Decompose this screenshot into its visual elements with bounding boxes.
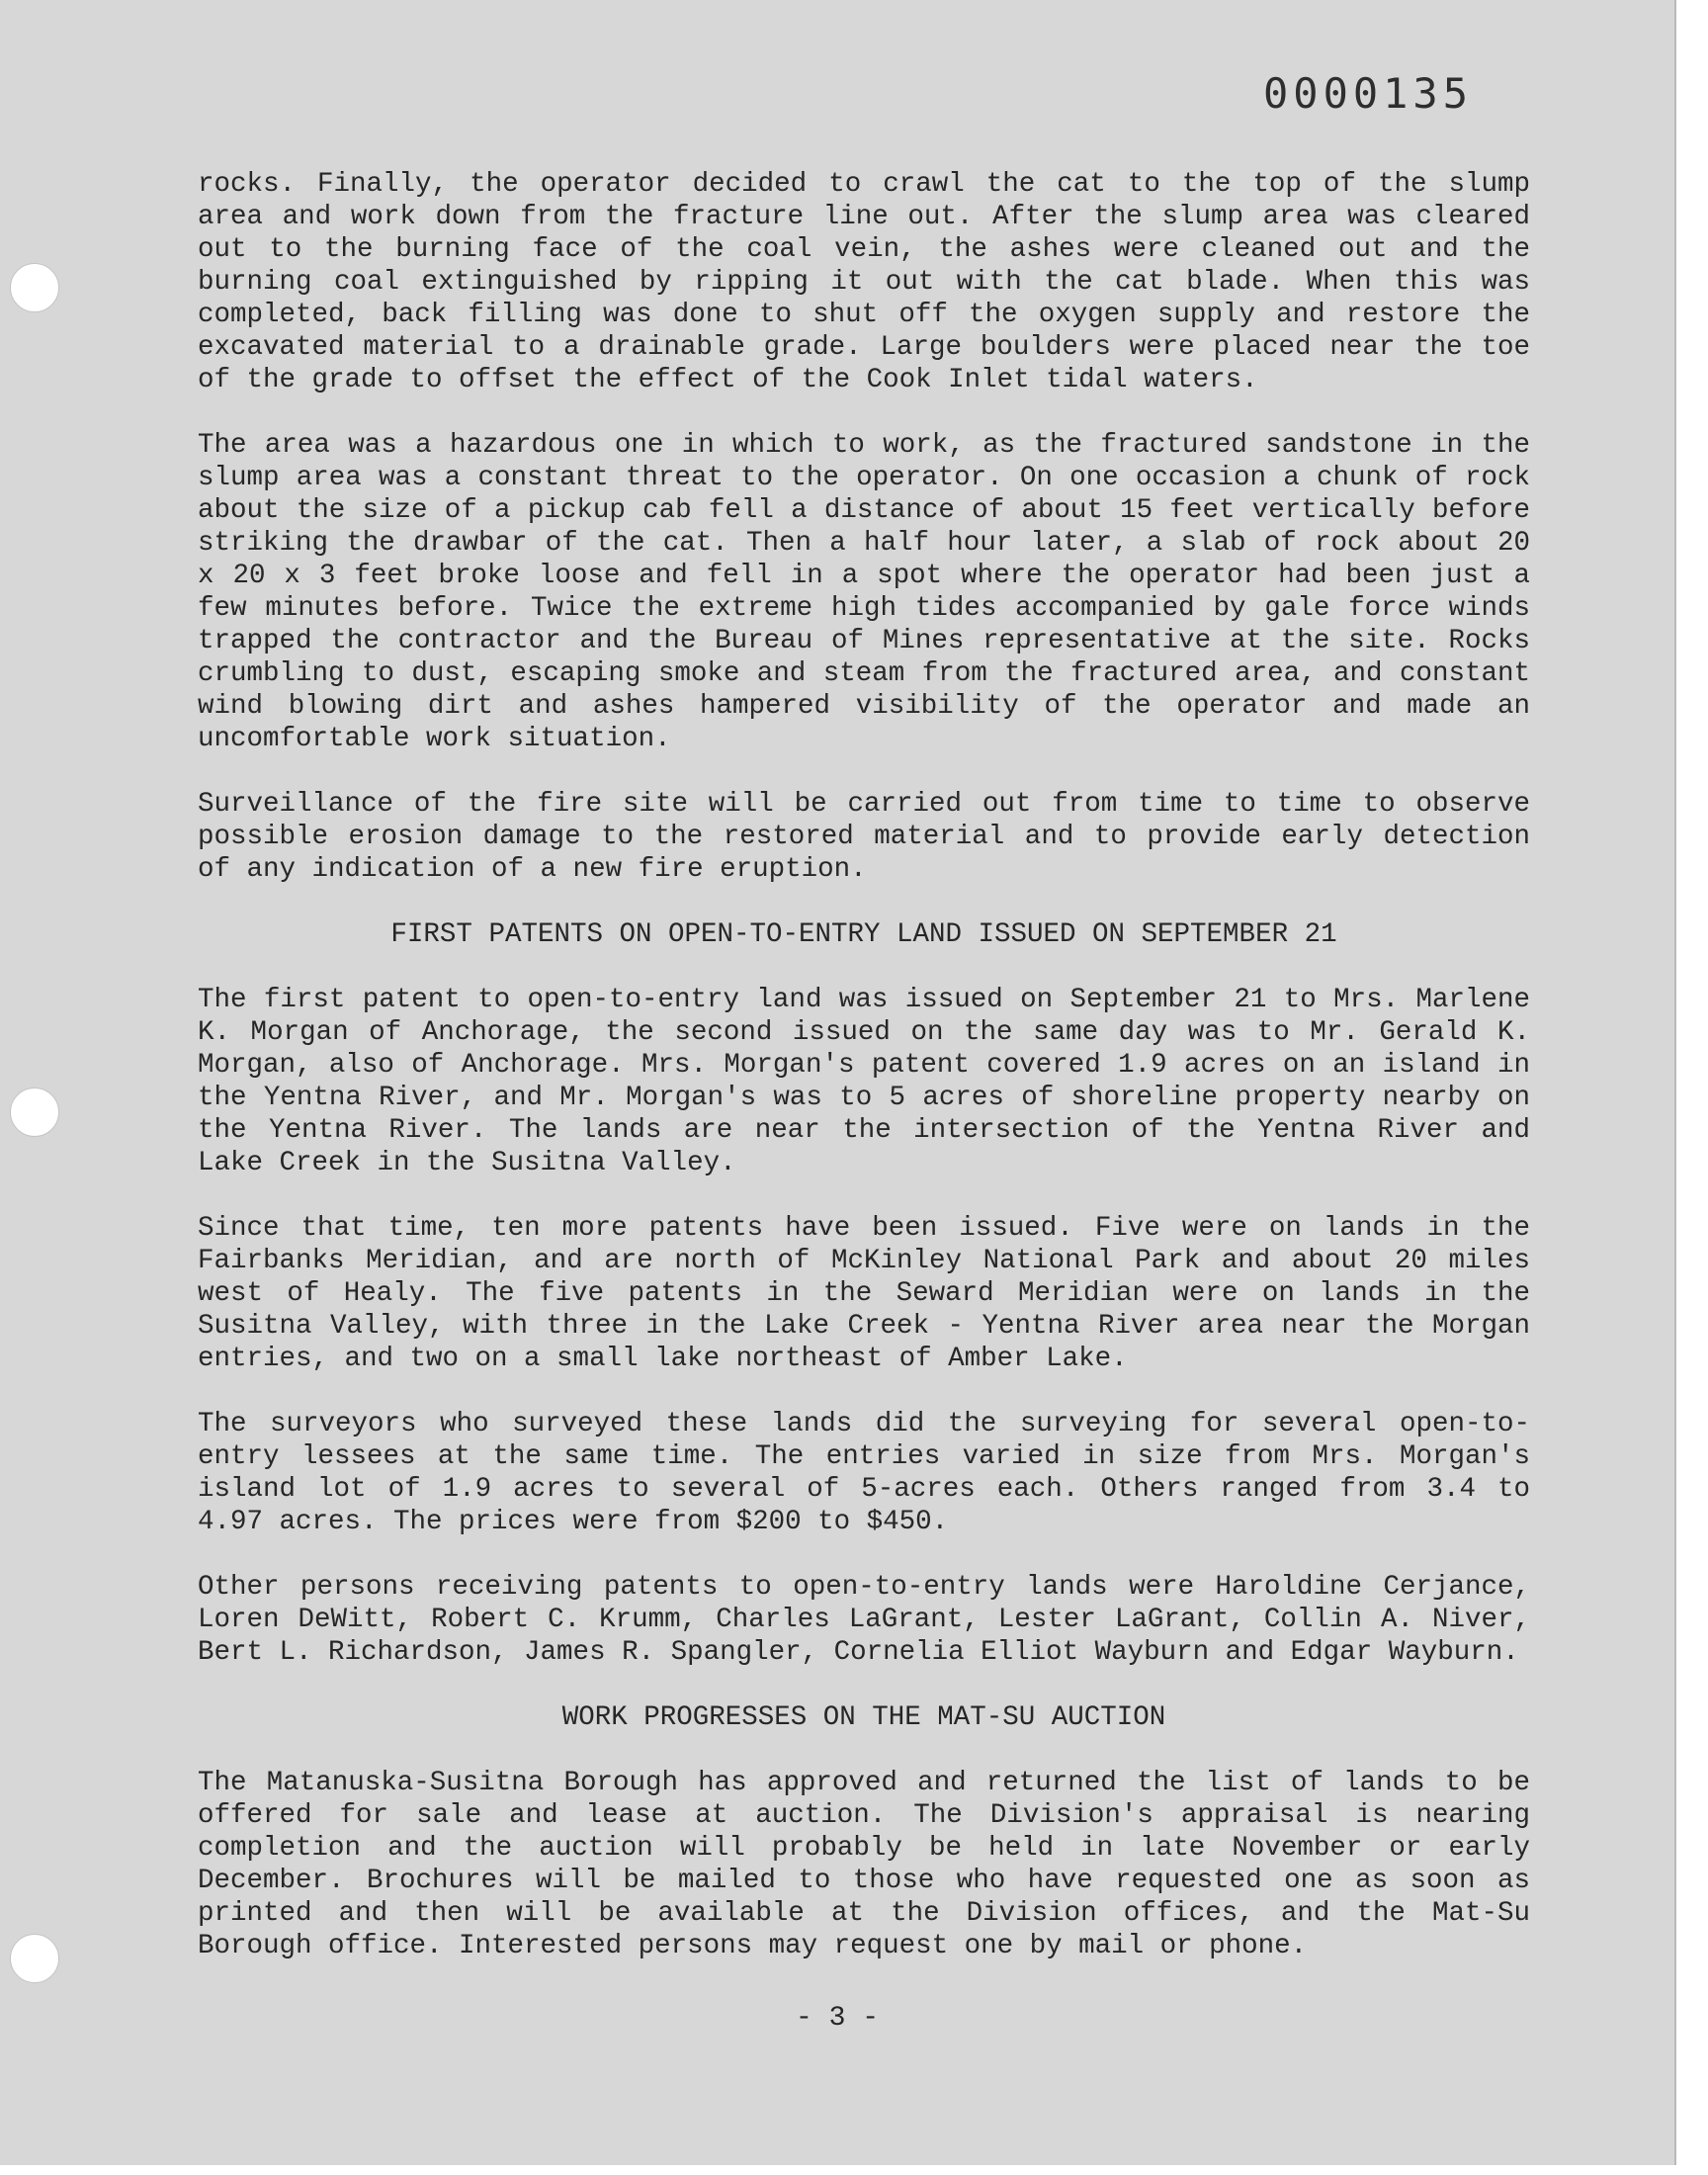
paragraph: The surveyors who surveyed these lands did the surveying for several open-to-entry lessees at the same time. The entries varied in size from Mrs. Morgan's island lot of 1.9 acres to several of 5-acres each. Others ranged from 3.4 to 4.97 acres. The prices were from $200 to $450.: [198, 1409, 1530, 1537]
paragraph: The area was a hazardous one in which to work, as the fractured sandstone in the slump area was a constant threat to the operator. On one occasion a chunk of rock about the size of a pickup cab fell a distance of about 15 feet vertically before striking the drawbar of the cat. Then a half hour later, a slab of rock about 20 x 20 x 3 feet broke loose and fell in a spot where the operator had been just a few minutes before. Twice the extreme high tides accompanied by gale force winds trapped the contractor and the Bureau of Mines representative at the site. Rocks crumbling to dust, escaping smoke and steam from the fractured area, and constant wind blowing dirt and ashes hampered visibility of the operator and made an uncomfortable work situation.: [198, 430, 1530, 754]
document-number: 0000135: [1263, 69, 1474, 118]
punch-hole: [10, 1934, 59, 1983]
paragraph: rocks. Finally, the operator decided to crawl the cat to the top of the slump area and work down from the fracture line out. After the slump area was cleared out to the burning face of the coal vein, the ashes were cleaned out and the burning coal extinguished by ripping it out with the cat blade. When this was completed, back filling was done to shut off the oxygen supply and restore the excavated material to a drainable grade. Large boulders were placed near the toe of the grade to offset the effect of the Cook Inlet tidal waters.: [198, 169, 1530, 395]
section-heading: WORK PROGRESSES ON THE MAT-SU AUCTION: [561, 1702, 1166, 1733]
document-body: [198, 168, 1530, 1995]
section-heading: FIRST PATENTS ON OPEN-TO-ENTRY LAND ISSUED ON SEPTEMBER 21: [390, 919, 1337, 950]
paragraph: Other persons receiving patents to open-to-entry lands were Haroldine Cerjance, Loren DeWitt, Robert C. Krumm, Charles LaGrant, Lester LaGrant, Collin A. Niver, Bert L. Richardson, James R. Spangler, Cornelia Elliot Wayburn and Edgar Wayburn.: [198, 1572, 1530, 1668]
punch-hole: [10, 263, 59, 312]
paragraph: Since that time, ten more patents have been issued. Five were on lands in the Fairbanks Meridian, and are north of McKinley National Park and about 20 miles west of Healy. The five patents in the Seward Meridian were on lands in the Susitna Valley, with three in the Lake Creek - Yentna River area near the Morgan entries, and two on a small lake northeast of Amber Lake.: [198, 1213, 1530, 1374]
paragraph: The first patent to open-to-entry land was issued on September 21 to Mrs. Marlene K. Morgan of Anchorage, the second issued on the same day was to Mr. Gerald K. Morgan, also of Anchorage. Mrs. Morgan's patent covered 1.9 acres on an island in the Yentna River, and Mr. Morgan's was to 5 acres of shoreline property nearby on the Yentna River. The lands are near the intersection of the Yentna River and Lake Creek in the Susitna Valley.: [198, 985, 1530, 1178]
punch-hole: [10, 1088, 59, 1137]
page-number: - 3 -: [795, 2003, 879, 2034]
paragraph: Surveillance of the fire site will be carried out from time to time to observe possible erosion damage to the restored material and to provide early detection of any indication of a new fire eruption.: [198, 789, 1530, 885]
paragraph: The Matanuska-Susitna Borough has approved and returned the list of lands to be offered for sale and lease at auction. The Division's appraisal is nearing completion and the auction will probably be held in late November or early December. Brochures will be mailed to those who have requested one as soon as printed and then will be available at the Division offices, and the Mat-Su Borough office. Interested persons may request one by mail or phone.: [198, 1768, 1530, 1961]
